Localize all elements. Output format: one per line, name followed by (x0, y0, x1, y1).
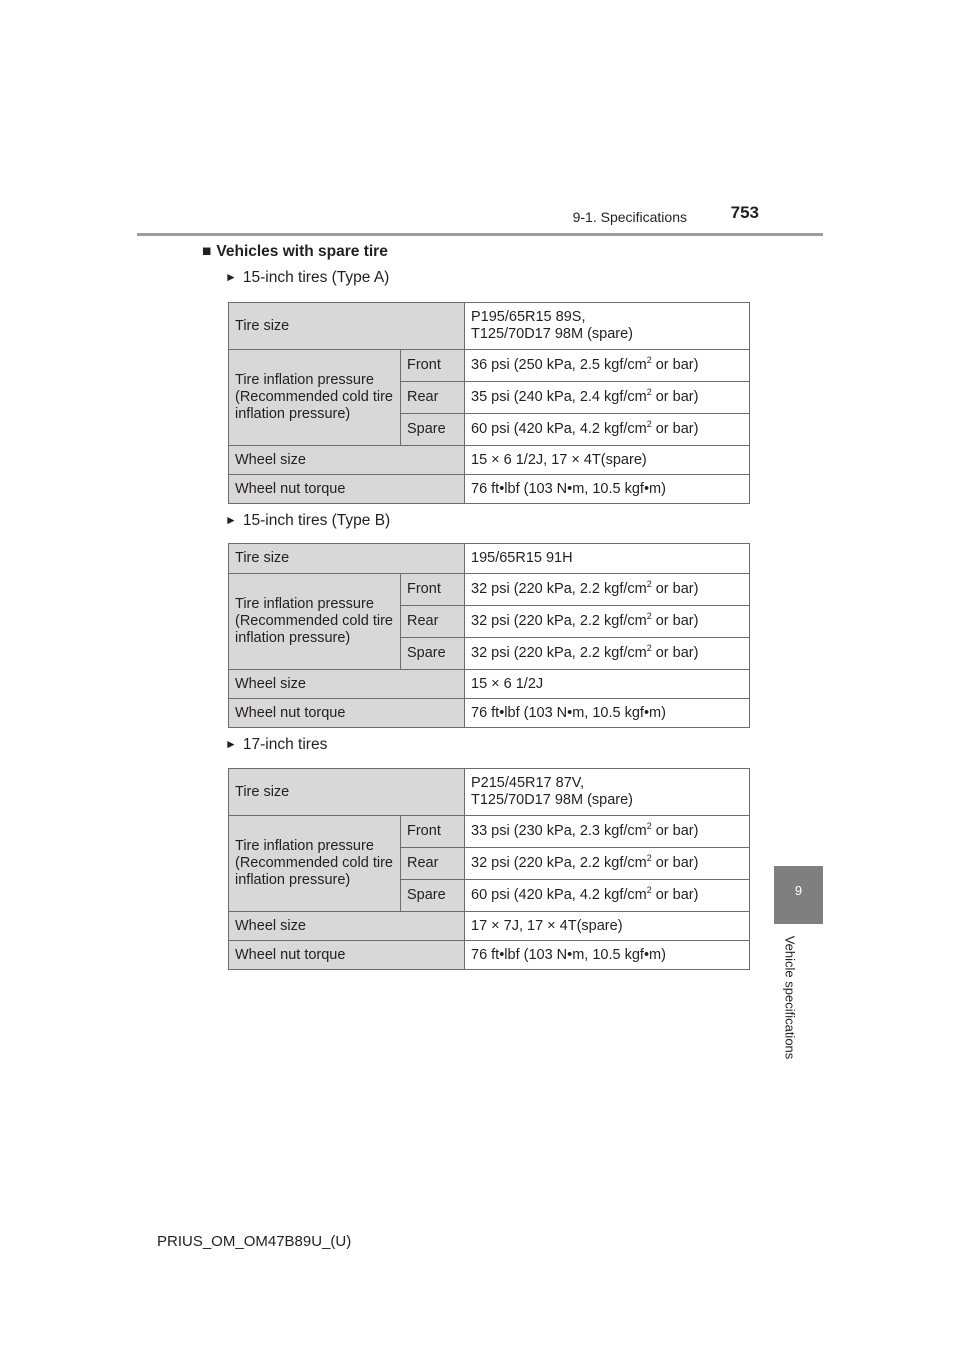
pressure-position-spare: Spare (401, 414, 465, 446)
chapter-tab-label: Vehicle specifications (782, 935, 798, 1060)
pressure-value-text: 35 psi (240 kPa, 2.4 kgf/cm (471, 389, 647, 405)
wheel-size-value: 17 × 7J, 17 × 4T(spare) (465, 912, 750, 941)
table-row (229, 670, 750, 699)
tire-size-value (465, 544, 750, 574)
subheading-text: 15-inch tires (Type A) (242, 269, 390, 286)
pressure-exponent: 2 (646, 387, 652, 397)
pressure-exponent: 2 (646, 611, 652, 621)
subheading-17-inch (225, 736, 327, 754)
table-row (229, 699, 750, 728)
tire-spec-table-15-inch-type-a (228, 302, 750, 504)
triangle-bullet-icon: ► (225, 513, 237, 527)
tire-size-line: 195/65R15 91H (471, 550, 573, 566)
table-row (229, 544, 750, 574)
pressure-position-spare: Spare (401, 638, 465, 670)
tire-spec-table-15-inch-type-b (228, 543, 750, 728)
pressure-position-rear: Rear (401, 606, 465, 638)
wheel-size-label: Wheel size (229, 912, 465, 941)
pressure-value-rear (465, 848, 750, 880)
triangle-bullet-icon: ► (225, 270, 237, 284)
page-number: 753 (730, 203, 759, 222)
square-bullet-icon: ■ (202, 243, 212, 260)
pressure-position-rear: Rear (401, 848, 465, 880)
pressure-value-suffix: or bar) (651, 357, 699, 373)
wheel-size-value: 15 × 6 1/2J (465, 670, 750, 699)
inflation-pressure-label: Tire inflation pressure (Recommended cold tire inflation pressure) (229, 350, 401, 446)
table-row (229, 816, 750, 848)
pressure-value-text: 36 psi (250 kPa, 2.5 kgf/cm (471, 357, 647, 373)
inflation-pressure-label: Tire inflation pressure (Recommended cold tire inflation pressure) (229, 816, 401, 912)
table-row (229, 912, 750, 941)
pressure-value-text: 60 psi (420 kPa, 4.2 kgf/cm (471, 421, 647, 437)
pressure-value-front (465, 816, 750, 848)
pressure-exponent: 2 (646, 821, 652, 831)
wheel-nut-torque-label: Wheel nut torque (229, 699, 465, 728)
table-row (229, 350, 750, 382)
pressure-value-suffix: or bar) (651, 855, 699, 871)
pressure-value-text: 33 psi (230 kPa, 2.3 kgf/cm (471, 823, 647, 839)
pressure-exponent: 2 (646, 355, 652, 365)
pressure-value-text: 32 psi (220 kPa, 2.2 kgf/cm (471, 613, 647, 629)
footer-manual-id: PRIUS_OM_OM47B89U_(U) (157, 1233, 352, 1250)
pressure-exponent: 2 (646, 885, 652, 895)
pressure-exponent: 2 (646, 579, 652, 589)
pressure-value-spare (465, 638, 750, 670)
wheel-nut-torque-value: 76 ft•lbf (103 N•m, 10.5 kgf•m) (465, 699, 750, 728)
pressure-value-suffix: or bar) (651, 823, 699, 839)
tire-size-label: Tire size (229, 303, 465, 350)
pressure-value-text: 60 psi (420 kPa, 4.2 kgf/cm (471, 887, 647, 903)
subheading-15-inch-type-a (225, 269, 389, 287)
wheel-size-label: Wheel size (229, 670, 465, 699)
header-section-title: 9-1. Specifications (572, 209, 687, 225)
wheel-nut-torque-value: 76 ft•lbf (103 N•m, 10.5 kgf•m) (465, 475, 750, 504)
pressure-value-rear (465, 382, 750, 414)
triangle-bullet-icon: ► (225, 737, 237, 751)
section-heading-text: Vehicles with spare tire (216, 243, 388, 260)
pressure-value-front (465, 350, 750, 382)
pressure-position-front: Front (401, 816, 465, 848)
pressure-value-text: 32 psi (220 kPa, 2.2 kgf/cm (471, 581, 647, 597)
tire-size-label: Tire size (229, 544, 465, 574)
wheel-nut-torque-label: Wheel nut torque (229, 941, 465, 970)
wheel-size-value: 15 × 6 1/2J, 17 × 4T(spare) (465, 446, 750, 475)
inflation-pressure-label: Tire inflation pressure (Recommended cold tire inflation pressure) (229, 574, 401, 670)
chapter-tab-number: 9 (794, 883, 803, 898)
pressure-value-suffix: or bar) (651, 581, 699, 597)
pressure-exponent: 2 (646, 419, 652, 429)
pressure-value-spare (465, 880, 750, 912)
header-rule (137, 233, 823, 236)
pressure-value-suffix: or bar) (651, 389, 699, 405)
tire-size-value (465, 303, 750, 350)
table-row (229, 769, 750, 816)
tire-spec-table-17-inch (228, 768, 750, 970)
tire-size-line: P215/45R17 87V, (471, 775, 585, 791)
wheel-nut-torque-value: 76 ft•lbf (103 N•m, 10.5 kgf•m) (465, 941, 750, 970)
pressure-exponent: 2 (646, 643, 652, 653)
pressure-position-front: Front (401, 574, 465, 606)
pressure-value-suffix: or bar) (651, 421, 699, 437)
pressure-position-rear: Rear (401, 382, 465, 414)
pressure-value-text: 32 psi (220 kPa, 2.2 kgf/cm (471, 645, 647, 661)
subheading-15-inch-type-b (225, 512, 390, 530)
pressure-value-rear (465, 606, 750, 638)
wheel-size-label: Wheel size (229, 446, 465, 475)
wheel-nut-torque-label: Wheel nut torque (229, 475, 465, 504)
pressure-value-suffix: or bar) (651, 613, 699, 629)
pressure-value-text: 32 psi (220 kPa, 2.2 kgf/cm (471, 855, 647, 871)
table-row (229, 574, 750, 606)
tire-size-label: Tire size (229, 769, 465, 816)
tire-size-line: P195/65R15 89S, (471, 309, 586, 325)
tire-size-line: T125/70D17 98M (spare) (471, 326, 633, 342)
section-heading (202, 243, 388, 261)
subheading-text: 17-inch tires (242, 736, 328, 753)
subheading-text: 15-inch tires (Type B) (242, 512, 391, 529)
table-row (229, 941, 750, 970)
pressure-position-spare: Spare (401, 880, 465, 912)
tire-size-value (465, 769, 750, 816)
pressure-position-front: Front (401, 350, 465, 382)
pressure-exponent: 2 (646, 853, 652, 863)
pressure-value-suffix: or bar) (651, 887, 699, 903)
pressure-value-spare (465, 414, 750, 446)
tire-size-line: T125/70D17 98M (spare) (471, 792, 633, 808)
pressure-value-suffix: or bar) (651, 645, 699, 661)
table-row (229, 475, 750, 504)
table-row (229, 446, 750, 475)
pressure-value-front (465, 574, 750, 606)
table-row (229, 303, 750, 350)
